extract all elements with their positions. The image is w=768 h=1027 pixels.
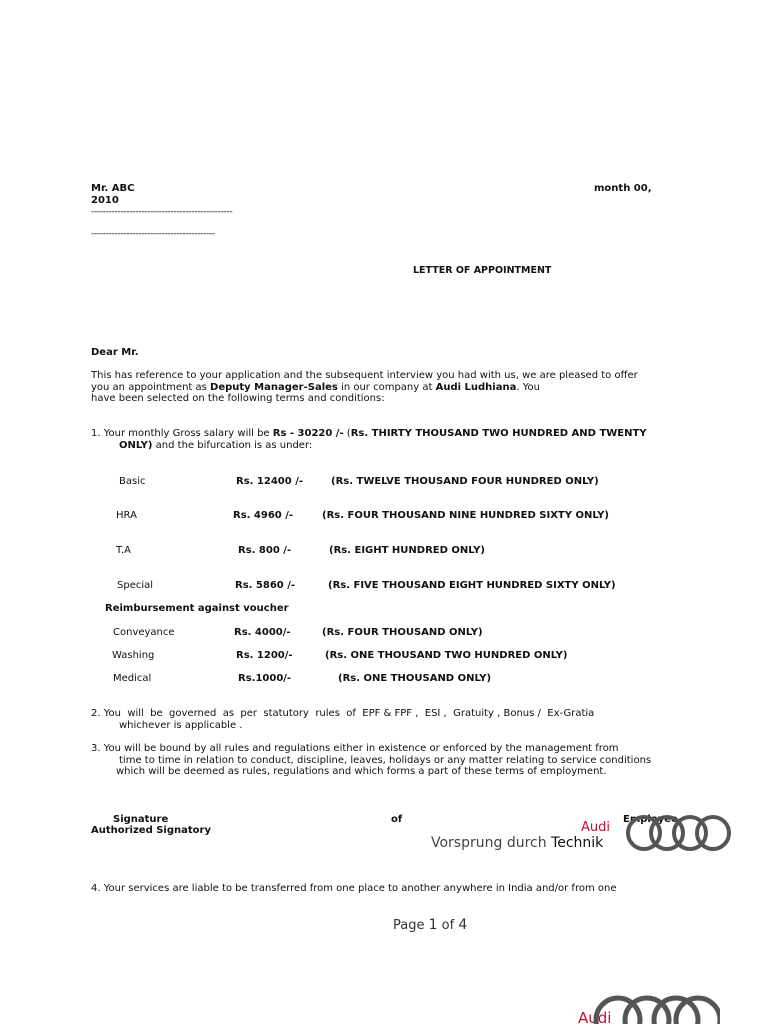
role-title: Deputy Manager-Sales — [210, 381, 338, 393]
clause-3 — [91, 743, 691, 778]
clause-3-line-2: time to time in relation to conduct, discipline, leaves, holidays or any matter relating to service conditions — [119, 754, 652, 766]
address-dash-line-1: ------------------------------------------------ — [91, 207, 233, 217]
clause-2-line-2: whichever is applicable . — [119, 719, 243, 731]
date-line1: month 00, — [594, 183, 652, 194]
salary-words: (Rs. EIGHT HUNDRED ONLY) — [329, 545, 485, 556]
salary-words: (Rs. FIVE THOUSAND EIGHT HUNDRED SIXTY ONLY) — [328, 580, 616, 591]
salary-label: T.A — [116, 545, 131, 556]
gross-salary-words: Rs. THIRTY THOUSAND TWO HUNDRED AND TWENTY — [350, 428, 647, 439]
reimb-amount: Rs. 1200/- — [236, 650, 293, 661]
salary-amount: Rs. 4960 /- — [233, 510, 294, 521]
reimb-label: Washing — [112, 650, 155, 661]
letter-title: LETTER OF APPOINTMENT — [413, 265, 552, 276]
intro-line-2 — [91, 382, 671, 394]
clause-2-line-1: 2. You will be governed as per statutory rules of EPF & FPF , ESI , Gratuity , Bonus / Ex-Gratia — [91, 708, 595, 719]
salary-amount: Rs. 800 /- — [238, 545, 292, 556]
addressee-name: Mr. ABC — [91, 183, 135, 194]
salary-amount: Rs. 12400 /- — [236, 476, 304, 487]
clause-1-line-2 — [91, 440, 691, 452]
salary-label: Special — [117, 580, 154, 591]
intro-line-2-post: . You — [516, 381, 540, 393]
clause-4-line-1: 4. Your services are liable to be transferred from one place to another anywhere in India and/or from one — [91, 883, 617, 894]
intro-line-2-mid: in our company at — [337, 381, 436, 393]
page-number — [393, 917, 467, 933]
clause-3-line-3: which will be deemed as rules, regulations and which forms a part of these terms of employment. — [116, 766, 607, 777]
audi-brand-text: Audi — [581, 820, 610, 835]
location-name: Audi Ludhiana — [435, 381, 517, 393]
bottom-audi-rings-logo — [590, 990, 720, 1024]
clause-1 — [91, 428, 691, 451]
address-dash-line-2: ------------------------------------------ — [91, 229, 215, 239]
of-label: of — [391, 814, 403, 825]
salary-amount: Rs. 5860 /- — [235, 580, 296, 591]
employee-label: Employee — [623, 814, 678, 825]
intro-line-2-pre: you an appointment as — [91, 381, 211, 393]
intro-paragraph — [91, 370, 671, 405]
salary-label: Basic — [119, 476, 146, 487]
salutation: Dear Mr. — [91, 347, 139, 358]
authorized-signatory-label: Authorized Signatory — [91, 825, 211, 836]
page-total: 4 — [458, 917, 468, 933]
reimb-amount: Rs.1000/- — [238, 673, 292, 684]
signature-label: Signature — [113, 814, 169, 825]
reimb-words: (Rs. ONE THOUSAND TWO HUNDRED ONLY) — [325, 650, 568, 661]
salary-words: (Rs. FOUR THOUSAND NINE HUNDRED SIXTY ONLY) — [322, 510, 609, 521]
clause-1-mid: ( — [343, 428, 351, 439]
salary-words: (Rs. TWELVE THOUSAND FOUR HUNDRED ONLY) — [331, 476, 599, 487]
page-word: Page — [393, 918, 429, 933]
salary-row-hra — [116, 510, 137, 521]
bottom-audi-brand-text: Audi — [578, 1009, 612, 1027]
gross-salary-amount: Rs - 30220 /- — [272, 428, 344, 439]
audi-slogan — [431, 835, 603, 851]
clause-4 — [91, 883, 691, 895]
slogan-pre: Vorsprung durch — [431, 835, 552, 851]
reimb-words: (Rs. ONE THOUSAND ONLY) — [338, 673, 492, 684]
salary-row-ta — [116, 545, 131, 556]
clause-3-line-1: 3. You will be bound by all rules and regulations either in existence or enforced by the management from — [91, 743, 619, 754]
reimb-words: (Rs. FOUR THOUSAND ONLY) — [322, 627, 483, 638]
salary-row-basic — [119, 476, 145, 487]
slogan-technik: Technik — [551, 835, 604, 851]
date-line2: 2010 — [91, 195, 119, 206]
reimb-amount: Rs. 4000/- — [234, 627, 291, 638]
intro-line-3: have been selected on the following terms and conditions: — [91, 393, 385, 404]
page-of: of — [437, 918, 459, 933]
reimb-label: Conveyance — [113, 627, 175, 638]
clause-2 — [91, 708, 691, 731]
reimbursement-heading: Reimbursement against voucher — [105, 603, 289, 614]
audi-rings-logo — [624, 811, 734, 855]
intro-line-1: This has reference to your application and the subsequent interview you had with us, we are pleased to offer — [91, 370, 638, 381]
clause-1-line-1 — [91, 428, 691, 440]
clause-1-post: and the bifurcation is as under: — [152, 439, 313, 451]
reimb-label: Medical — [113, 673, 152, 684]
salary-label: HRA — [116, 510, 137, 521]
salary-row-special — [117, 580, 153, 591]
clause-1-pre: 1. Your monthly Gross salary will be — [91, 428, 273, 439]
page-current: 1 — [428, 917, 438, 933]
gross-salary-words-end: ONLY) — [119, 439, 153, 451]
